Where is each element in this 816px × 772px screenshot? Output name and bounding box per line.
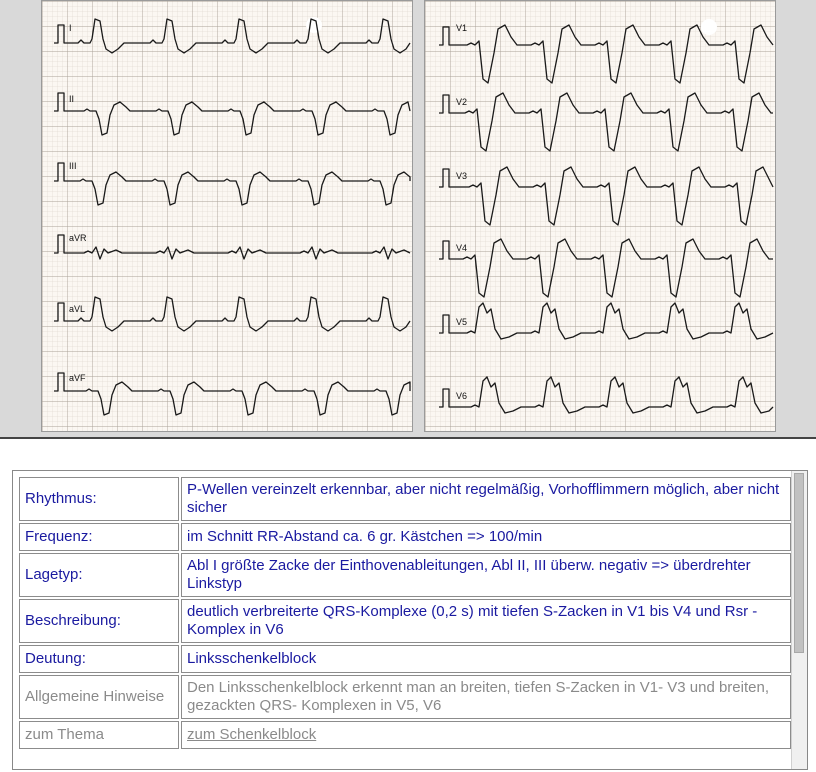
row-value-frequenz: im Schnitt RR-Abstand ca. 6 gr. Kästchen => 100/min [181, 523, 791, 551]
table-row [19, 721, 791, 749]
ecg-chest-leads-svg [425, 1, 776, 432]
row-label-thema: zum Thema [19, 721, 179, 749]
row-label-rhythmus: Rhythmus: [19, 477, 179, 521]
lead-label-v1: V1 [456, 23, 468, 33]
lead-label-ii: II [69, 94, 75, 104]
row-label-frequenz: Frequenz: [19, 523, 179, 551]
ecg-limb-leads-svg [42, 1, 413, 432]
glare-spot [306, 17, 322, 33]
row-label-deutung: Deutung: [19, 645, 179, 673]
row-value-hinweise: Den Linksschenkelblock erkennt man an breiten, tiefen S-Zacken in V1- V3 und breiten, gezackten QRS- Komplexen in V5, V6 [181, 675, 791, 719]
lead-label-v2: V2 [456, 97, 468, 107]
row-value-beschreibung: deutlich verbreiterte QRS-Komplexe (0,2 s) mit tiefen S-Zacken in V1 bis V4 und Rsr - Komplex in V6 [181, 599, 791, 643]
row-value-rhythmus: P-Wellen vereinzelt erkennbar, aber nicht regelmäßig, Vorhofflimmern möglich, aber nicht sicher [181, 477, 791, 521]
lead-label-v5: V5 [456, 317, 468, 327]
row-label-lagetyp: Lagetyp: [19, 553, 179, 597]
findings-table [17, 475, 793, 751]
row-value-deutung: Linksschenkelblock [181, 645, 791, 673]
table-row [19, 645, 791, 673]
lead-label-iii: III [69, 161, 77, 171]
lead-label-i: I [69, 23, 72, 33]
vertical-scrollbar[interactable] [791, 471, 807, 769]
row-label-beschreibung: Beschreibung: [19, 599, 179, 643]
findings-frame [12, 470, 808, 770]
schenkelblock-link[interactable]: zum Schenkelblock [187, 726, 317, 743]
table-row [19, 477, 791, 521]
row-label-hinweise: Allgemeine Hinweise [19, 675, 179, 719]
row-value-lagetyp: Abl I größte Zacke der Einthovenableitungen, Abl II, III überw. negativ => überdrehter Linkstyp [181, 553, 791, 597]
row-value-thema [181, 721, 791, 749]
lead-label-avl: aVL [69, 304, 86, 314]
table-row [19, 599, 791, 643]
separator-line [0, 437, 816, 439]
lead-label-v6: V6 [456, 391, 468, 401]
ecg-chest-leads-image [424, 0, 776, 432]
lead-label-v4: V4 [456, 243, 468, 253]
table-row [19, 553, 791, 597]
table-row [19, 675, 791, 719]
lead-label-avr: aVR [69, 233, 87, 243]
lead-label-v3: V3 [456, 171, 468, 181]
glare-spot [701, 19, 717, 35]
ecg-limb-leads-image [41, 0, 413, 432]
lead-label-avf: aVF [69, 373, 86, 383]
scrollbar-thumb[interactable] [794, 473, 804, 653]
table-row [19, 523, 791, 551]
